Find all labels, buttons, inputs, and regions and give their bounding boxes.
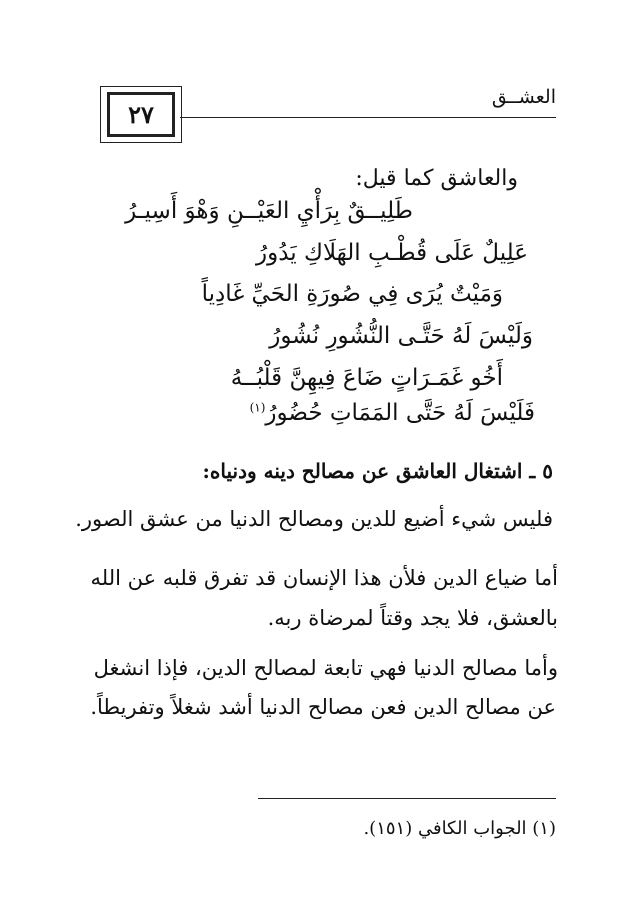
verse-line-3: وَمَيْتٌ يُرَى فِي صُورَةِ الحَيِّ غَادِياً (201, 281, 503, 307)
running-header-title: العشــق (491, 86, 556, 108)
verse-line-5: أَخُو غَمَـرَاتٍ ضَاعَ فِيهِنَّ قَلْبُــهُ (230, 365, 503, 391)
footnote: (١) الجواب الكافي (١٥١). (363, 818, 556, 839)
verse-line-6: فَلَيْسَ لَهُ حَتَّى المَمَاتِ حُضُورُ (265, 400, 535, 426)
footnote-marker[interactable]: (١) (249, 400, 266, 415)
paragraph-3-line-2: عن مصالح الدين فعن مصالح الدنيا أشد شغلاً وتفريطاً. (90, 695, 556, 719)
section-heading: ٥ ـ اشتغال العاشق عن مصالح دينه ودنياه: (202, 459, 553, 483)
intro-line: والعاشق كما قيل: (355, 166, 518, 191)
paragraph-1: فليس شيء أضيع للدين ومصالح الدنيا من عشق الصور. (75, 507, 553, 531)
verse-line-2: عَلِيلٌ عَلَى قُطْـبِ الهَلَاكِ يَدُورُ (255, 240, 528, 266)
footnote-rule (258, 798, 556, 799)
paragraph-2-line-1: أما ضياع الدين فلأن هذا الإنسان قد تفرق قلبه عن الله (90, 566, 558, 590)
page-number: ٢٧ (107, 92, 175, 137)
page-number-box (100, 86, 182, 143)
verse-line-1: طَلِيــقٌ بِرَأْيِ العَيْــنِ وَهْوَ أَسِيـرُ (125, 198, 413, 224)
verse-line-4: وَلَيْسَ لَهُ حَتَّـى النُّشُورِ نُشُورُ (269, 323, 533, 349)
paragraph-3-line-1: وأما مصالح الدنيا فهي تابعة لمصالح الدين، فإذا انشغل (93, 656, 558, 680)
paragraph-2-line-2: بالعشق، فلا يجد وقتاً لمرضاة ربه. (267, 606, 558, 630)
header-rule (180, 117, 556, 118)
verse-line-6-wrapper (250, 400, 535, 426)
